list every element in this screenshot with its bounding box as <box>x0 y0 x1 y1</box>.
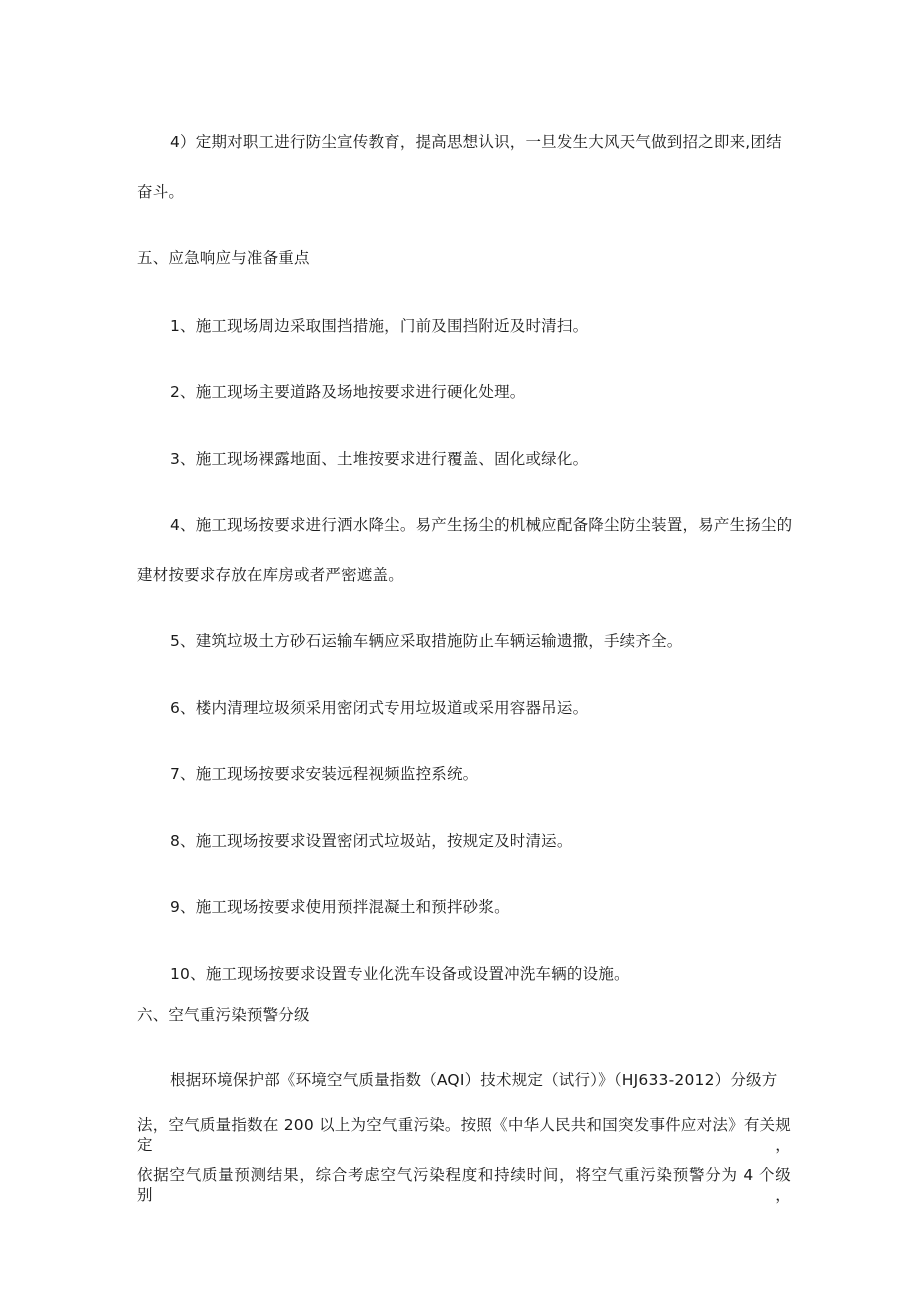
section-6-paragraph-line-2: 法，空气质量指数在 200 以上为空气重污染。按照《中华人民共和国突发事件应对法》有关规定， <box>137 1116 791 1154</box>
item-4-line-2: 奋斗。 <box>137 183 185 201</box>
section-5-item-6: 6、楼内清理垃圾须采用密闭式专用垃圾道或采用容器吊运。 <box>170 699 589 717</box>
section-6-paragraph-line-3: 依据空气质量预测结果，综合考虑空气污染程度和持续时间，将空气重污染预警分为 4 个级别， <box>137 1166 791 1204</box>
section-5-item-9: 9、施工现场按要求使用预拌混凝土和预拌砂浆。 <box>170 898 510 916</box>
section-5-item-8: 8、施工现场按要求设置密闭式垃圾站，按规定及时清运。 <box>170 832 573 850</box>
section-5-item-1: 1、施工现场周边采取围挡措施，门前及围挡附近及时清扫。 <box>170 317 589 335</box>
section-5-heading: 五、应急响应与准备重点 <box>137 249 310 267</box>
section-6-paragraph-line-1: 根据环境保护部《环境空气质量指数（AQI）技术规定（试行）》（HJ633-2012）分级方 <box>170 1071 778 1089</box>
section-5-item-5: 5、建筑垃圾土方砂石运输车辆应采取措施防止车辆运输遗撒，手续齐全。 <box>170 632 683 650</box>
section-6-heading: 六、空气重污染预警分级 <box>137 1006 310 1024</box>
item-4-line-1: 4）定期对职工进行防尘宣传教育，提高思想认识，一旦发生大风天气做到招之即来,团结 <box>170 133 782 151</box>
section-5-item-4-line-2: 建材按要求存放在库房或者严密遮盖。 <box>137 566 404 584</box>
section-5-item-7: 7、施工现场按要求安装远程视频监控系统。 <box>170 765 479 783</box>
section-5-item-10: 10、施工现场按要求设置专业化洗车设备或设置冲洗车辆的设施。 <box>170 965 630 983</box>
section-5-item-4-line-1: 4、施工现场按要求进行洒水降尘。易产生扬尘的机械应配备降尘防尘装置，易产生扬尘的 <box>170 516 793 534</box>
section-5-item-2: 2、施工现场主要道路及场地按要求进行硬化处理。 <box>170 383 526 401</box>
section-5-item-3: 3、施工现场裸露地面、土堆按要求进行覆盖、固化或绿化。 <box>170 450 589 468</box>
